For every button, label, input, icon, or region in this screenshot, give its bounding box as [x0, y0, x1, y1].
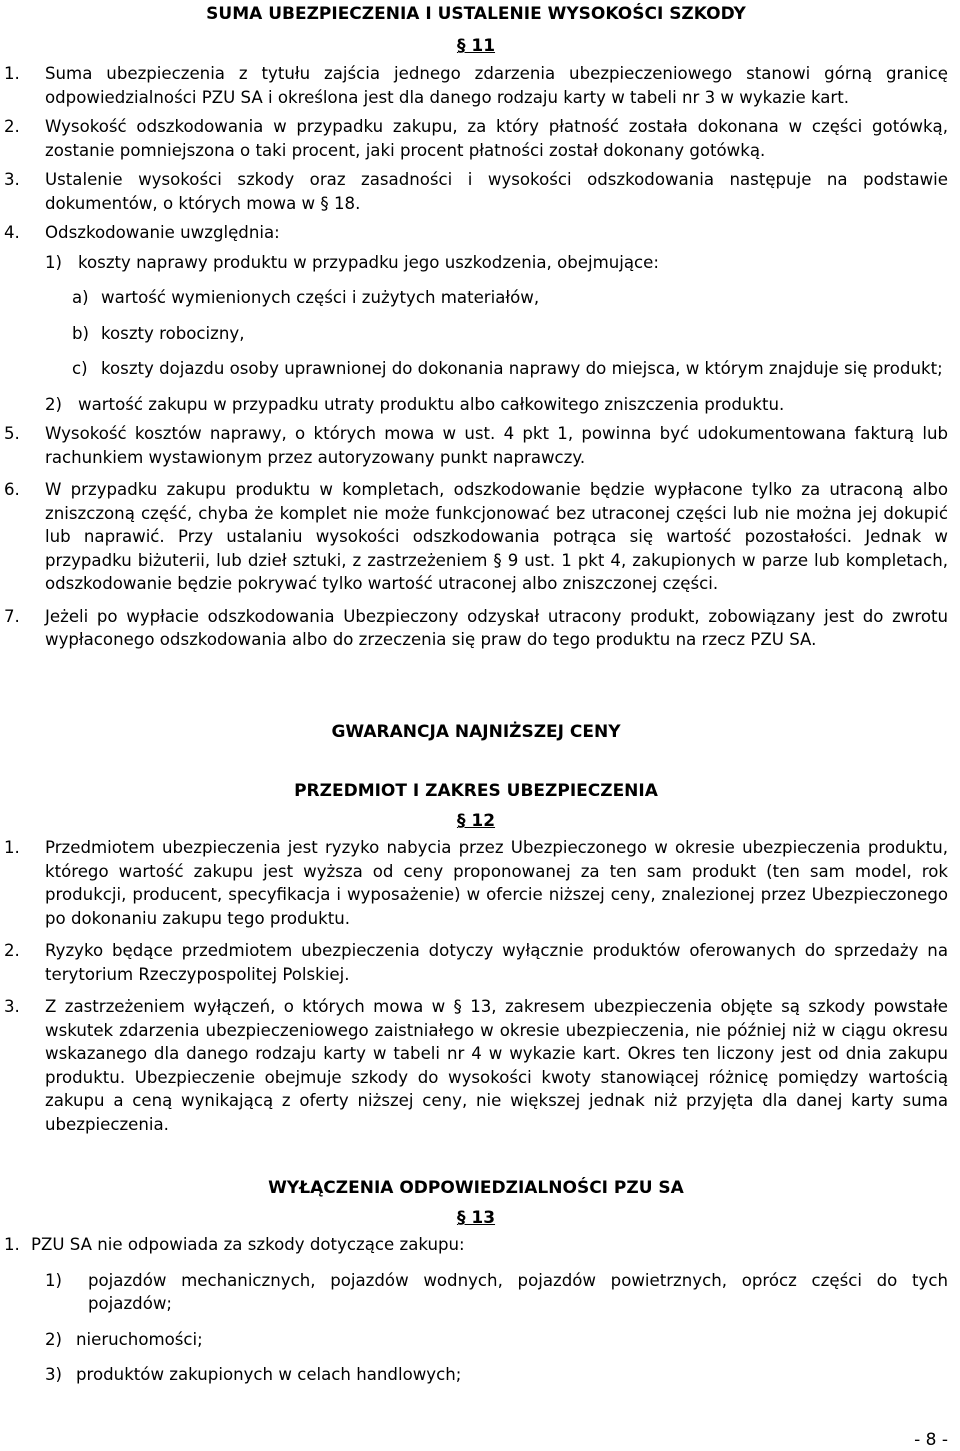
paragraph-heading — [4, 34, 948, 58]
list-item — [4, 995, 948, 1136]
list-item — [4, 168, 948, 215]
section-title: WYŁĄCZENIA ODPOWIEDZIALNOŚCI PZU SA — [268, 1178, 684, 1198]
item-text: Jeżeli po wypłacie odszkodowania Ubezpieczony odzyskał utracony produkt, zobowiązany jest do zwrotu wypłaconego odszkodowania albo do zrzeczenia się praw do tego produktu na rzecz PZU SA. — [45, 606, 948, 649]
sub-item — [4, 1269, 948, 1316]
item-text: koszty dojazdu osoby uprawnionej do dokonania naprawy do miejsca, w którym znajduje się produkt; — [101, 359, 943, 378]
item-number: c) — [72, 359, 88, 378]
sub-item — [4, 1328, 948, 1352]
paragraph-number: § 11 — [456, 36, 496, 56]
item-text: Z zastrzeżeniem wyłączeń, o których mowa w § 13, zakresem ubezpieczenia objęte są szkody powstałe wskutek zdarzenia ubezpieczeniowego zaistniałego w okresie ubezpieczenia, nie później niż w ciągu okresu wskazanego dla danego rodzaju karty w tabeli nr 4 w wykazie kart. Okres ten liczony jest od dnia zakupu produktu. Ubezpieczenie obejmuje szkody do wysokości kwoty stanowiącej różnicę pomiędzy wartością zakupu a ceną wynikającą z oferty niższej ceny, nie większej jednak niż przyjęta dla danej karty suma ubezpieczenia. — [45, 997, 948, 1134]
list-item — [4, 836, 948, 930]
list-item — [4, 221, 948, 245]
sub-item — [4, 1363, 948, 1387]
item-number: 3. — [4, 170, 20, 189]
item-number: 1) — [45, 252, 63, 272]
item-number: 3) — [45, 1365, 63, 1384]
item-number: 3. — [4, 997, 20, 1016]
item-text: Ustalenie wysokości szkody oraz zasadności i wysokości odszkodowania następuje na podstawie dokumentów, o których mowa w § 18. — [45, 170, 948, 213]
item-text: Ryzyko będące przedmiotem ubezpieczenia dotyczy wyłącznie produktów oferowanych do sprzedaży na terytorium Rzeczypospolitej Polskiej. — [45, 941, 948, 984]
list-item — [4, 478, 948, 596]
item-number: 2) — [45, 1329, 63, 1349]
item-text: Suma ubezpieczenia z tytułu zajścia jednego zdarzenia ubezpieczeniowego stanowi górną granicę odpowiedzialności PZU SA i określona jest dla danego rodzaju karty w tabeli nr 3 w wykazie kart. — [45, 64, 948, 107]
item-number: 1) — [45, 1270, 63, 1290]
item-number: 1. — [4, 838, 20, 857]
section-subtitle: PRZEDMIOT I ZAKRES UBEZPIECZENIA — [294, 781, 658, 801]
paragraph-heading — [4, 809, 948, 833]
item-text: W przypadku zakupu produktu w kompletach, odszkodowanie będzie wypłacone tylko za utraconą albo zniszczoną część, chyba że komplet nie może funkcjonować bez utraconej części lub nie można jej dokupić lub naprawić. Przy ustalaniu wysokości odszkodowania potrąca się wartość pozostałości. Jednak w przypadku biżuterii, lub dzieł sztuki, z zastrzeżeniem § 9 ust. 1 pkt 4, zakupionych w parze lub kompletach, odszkodowanie będzie pokrywać tylko wartość utraconej albo zniszczonej części. — [45, 480, 948, 593]
section-title: SUMA UBEZPIECZENIA I USTALENIE WYSOKOŚCI SZKODY — [206, 4, 746, 24]
paragraph-number: § 13 — [456, 1208, 496, 1228]
item-text: koszty robocizny, — [101, 323, 245, 343]
list-item — [4, 1233, 948, 1257]
section-title: GWARANCJA NAJNIŻSZEJ CENY — [331, 722, 621, 742]
item-text: nieruchomości; — [76, 1329, 203, 1349]
section-13 — [4, 1176, 948, 1387]
sub-sub-item — [4, 286, 948, 310]
item-text: produktów zakupionych w celach handlowych; — [76, 1365, 462, 1384]
item-number: 6. — [4, 480, 20, 499]
item-number: 2. — [4, 117, 20, 136]
item-number: 7. — [4, 606, 20, 626]
item-number: 4. — [4, 223, 20, 242]
item-text: pojazdów mechanicznych, pojazdów wodnych, pojazdów powietrznych, oprócz części do tych pojazdów; — [88, 1270, 948, 1313]
item-number: 5. — [4, 424, 20, 443]
item-number: a) — [72, 288, 89, 307]
item-number: b) — [72, 323, 90, 343]
item-number: 2) — [45, 394, 63, 414]
item-text: Odszkodowanie uwzględnia: — [45, 223, 280, 242]
section-lowest-price — [4, 720, 948, 1136]
sub-sub-item — [4, 357, 948, 381]
item-number: 2. — [4, 941, 20, 960]
sub-sub-item — [4, 322, 948, 346]
item-text: Wysokość kosztów naprawy, o których mowa w ust. 4 pkt 1, powinna być udokumentowana fakturą lub rachunkiem wystawionym przez autoryzowany punkt naprawczy. — [45, 424, 948, 467]
page-number: - 8 - — [914, 1430, 948, 1450]
item-text: Wysokość odszkodowania w przypadku zakupu, za który płatność została dokonana w części gotówką, zostanie pomniejszona o taki procent, jaki procent płatności został dokonany gotówką. — [45, 117, 948, 160]
item-text: wartość wymienionych części i zużytych materiałów, — [101, 288, 540, 307]
list-item — [4, 62, 948, 109]
list-item — [4, 422, 948, 469]
item-text: PZU SA nie odpowiada za szkody dotyczące zakupu: — [31, 1235, 465, 1254]
list-item — [4, 939, 948, 986]
item-number: 1. — [4, 1235, 20, 1254]
item-text: wartość zakupu w przypadku utraty produktu albo całkowitego zniszczenia produktu. — [78, 394, 785, 414]
list-item — [4, 605, 948, 652]
item-text: Przedmiotem ubezpieczenia jest ryzyko nabycia przez Ubezpieczonego w okresie ubezpieczenia produktu, którego wartość zakupu jest wyższa od ceny proponowanej za ten sam produkt (ten sam model, rok produkcji, producent, specyfikacja i wyposażenie) w ofercie niższej ceny, znalezionej przez Ubezpieczonego po dokonaniu zakupu tego produktu. — [45, 838, 948, 928]
section-11 — [4, 2, 948, 652]
item-text: koszty naprawy produktu w przypadku jego uszkodzenia, obejmujące: — [78, 252, 659, 272]
sub-item — [4, 393, 948, 417]
list-item — [4, 115, 948, 162]
item-number: 1. — [4, 64, 20, 83]
paragraph-heading — [4, 1206, 948, 1230]
sub-item — [4, 251, 948, 275]
paragraph-number: § 12 — [456, 811, 496, 831]
